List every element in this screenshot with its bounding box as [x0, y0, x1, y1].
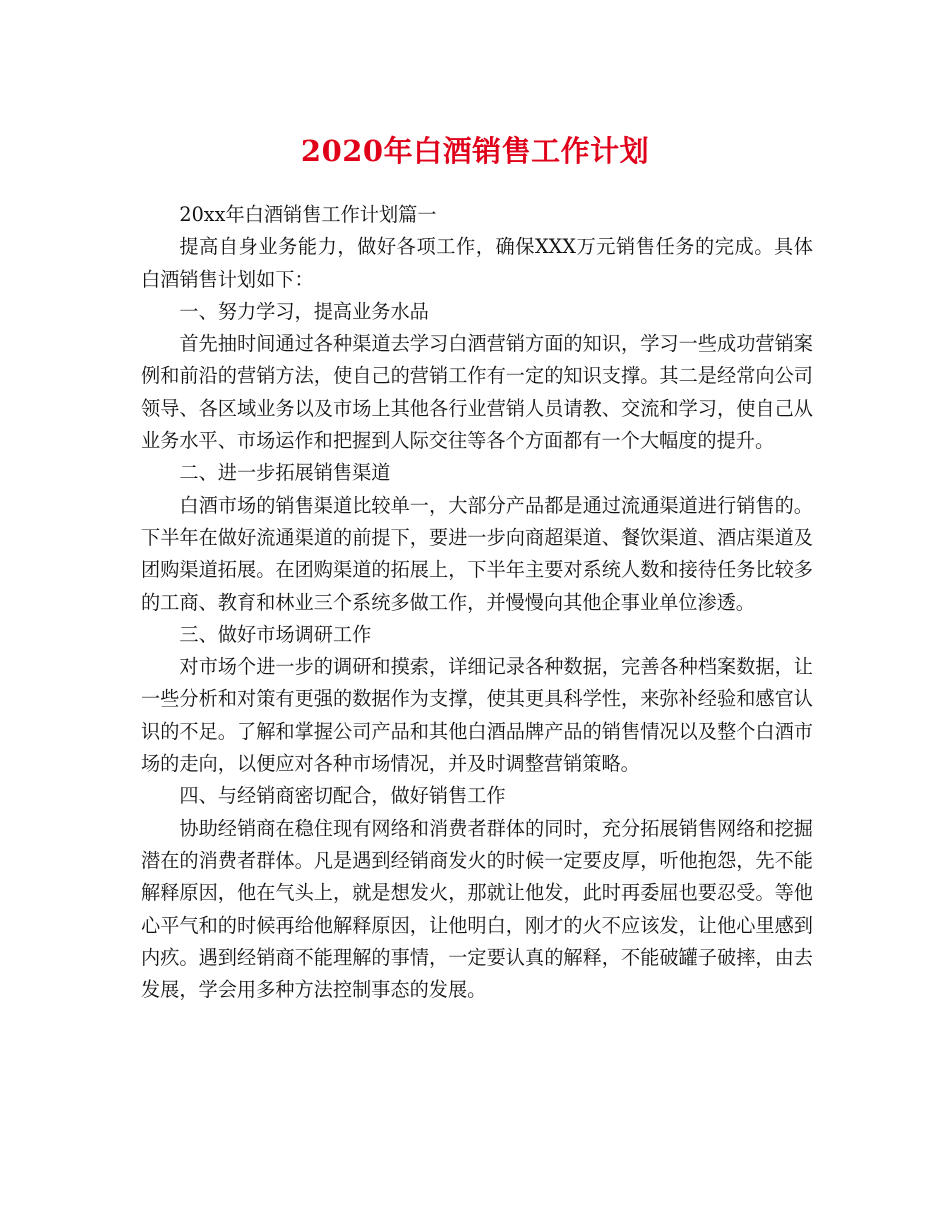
document-title: 2020年白酒销售工作计划	[300, 134, 650, 168]
section-heading: 20xx年白酒销售工作计划篇一	[179, 203, 437, 226]
document-body	[141, 199, 813, 1006]
paragraph: 首先抽时间通过各种渠道去学习白酒营销方面的知识，学习一些成功营销案例和前沿的营销方法，使自己的营销工作有一定的知识支撑。其二是经常向公司领导、各区域业务以及市场上其他各行业营销人员请教、交流和学习，使自己从业务水平、市场运作和把握到人际交往等各个方面都有一个大幅度的提升。	[141, 332, 813, 453]
paragraph: 协助经销商在稳住现有网络和消费者群体的同时，充分拓展销售网络和挖掘潜在的消费者群体。凡是遇到经销商发火的时候一定要皮厚，听他抱怨，先不能解释原因，他在气头上，就是想发火，那就让他发，此时再委屈也要忍受。等他心平气和的时候再给他解释原因，让他明白，刚才的火不应该发，让他心里感到内疚。遇到经销商不能理解的事情，一定要认真的解释，不能破罐子破摔，由去发展，学会用多种方法控制事态的发展。	[141, 816, 813, 1002]
section-heading: 二、进一步拓展销售渠道	[179, 461, 391, 485]
section-heading: 三、做好市场调研工作	[179, 622, 372, 646]
section-heading: 一、努力学习，提高业务水品	[179, 299, 429, 323]
paragraph: 对市场个进一步的调研和摸索，详细记录各种数据，完善各种档案数据，让一些分析和对策有更强的数据作为支撑，使其更具科学性，来弥补经验和感官认识的不足。了解和掌握公司产品和其他白酒品牌产品的销售情况以及整个白酒市场的走向，以便应对各种市场情况，并及时调整营销策略。	[141, 655, 813, 776]
paragraph: 白酒市场的销售渠道比较单一，大部分产品都是通过流通渠道进行销售的。下半年在做好流通渠道的前提下，要进一步向商超渠道、餐饮渠道、酒店渠道及团购渠道拓展。在团购渠道的拓展上，下半年主要对系统人数和接待任务比较多的工商、教育和林业三个系统多做工作，并慢慢向其他企事业单位渗透。	[141, 493, 813, 614]
paragraph: 提高自身业务能力，做好各项工作，确保XXX万元销售任务的完成。具体白酒销售计划如下：	[141, 235, 813, 291]
section-heading: 四、与经销商密切配合，做好销售工作	[179, 784, 506, 808]
